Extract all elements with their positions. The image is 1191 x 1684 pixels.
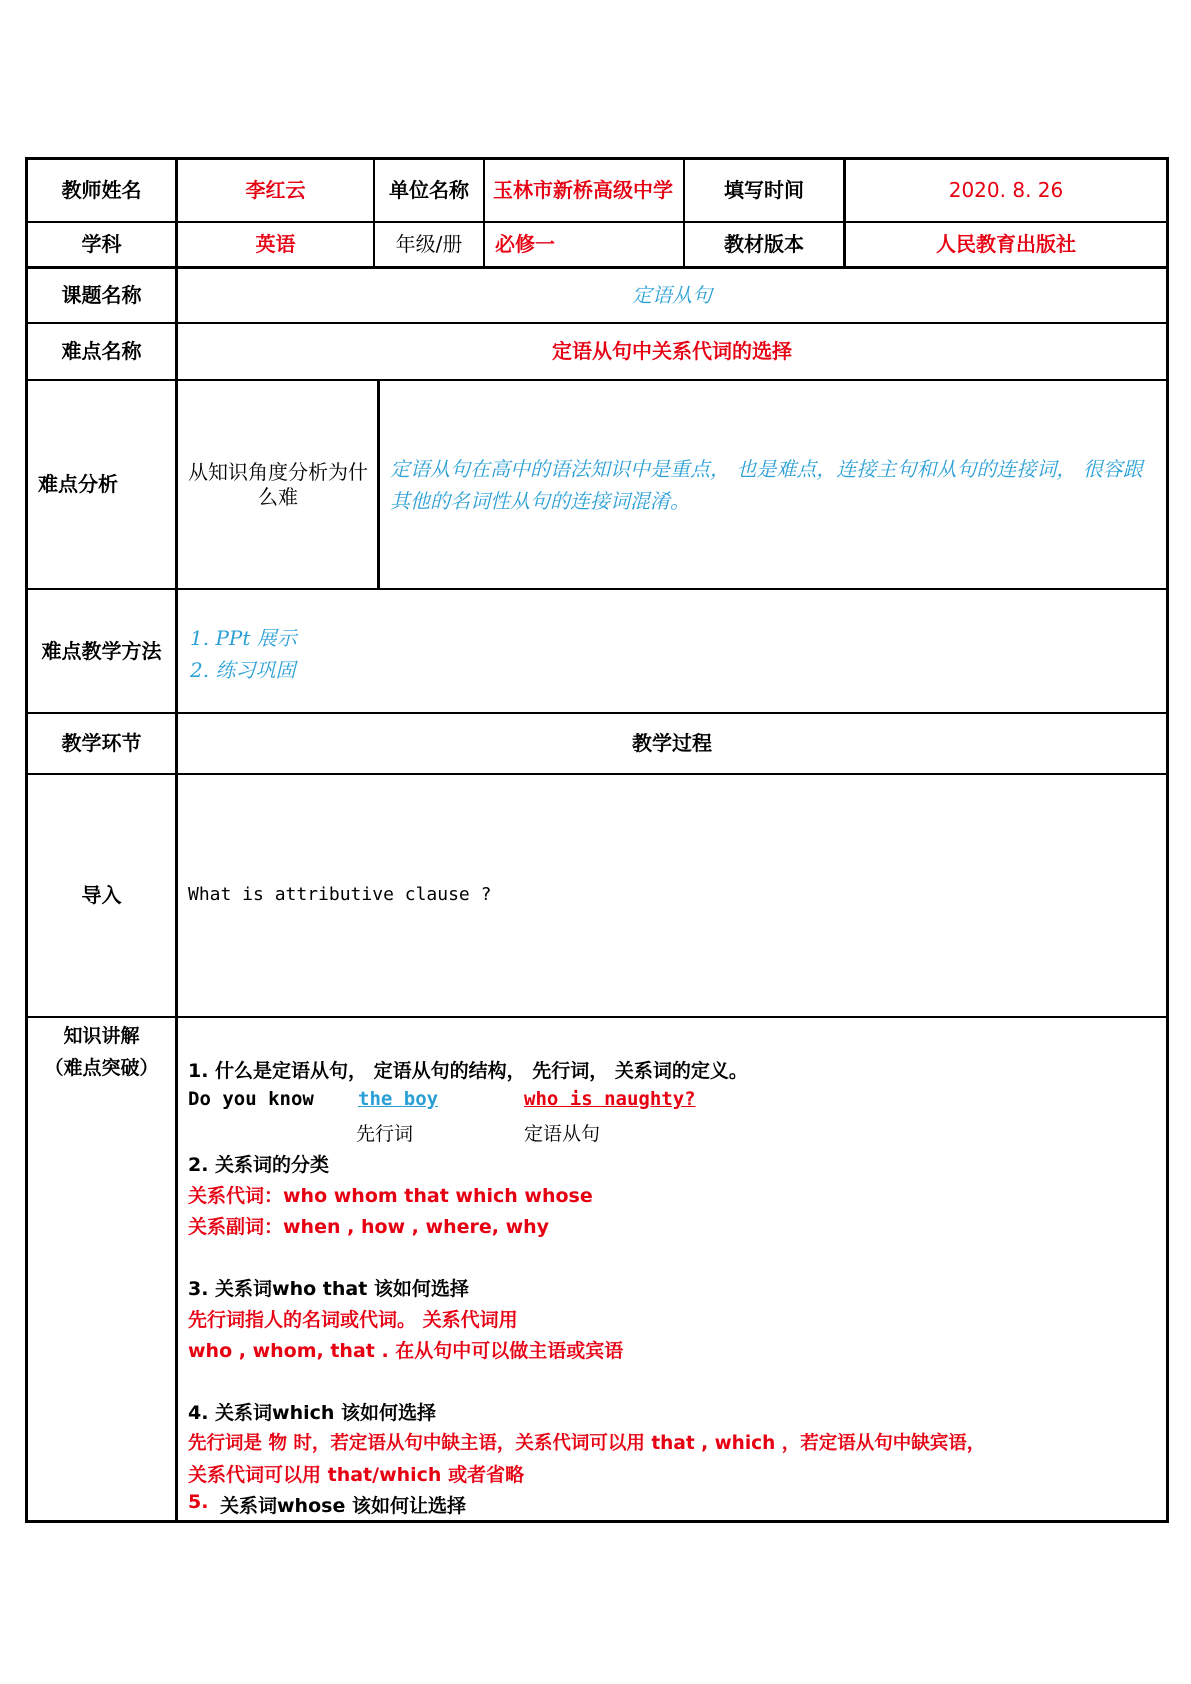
difficulty-value: 定语从句中关系代词的选择 [552,339,792,363]
topic-label: 课题名称 [61,283,142,307]
knowledge-p3-red1: 先行词指人的名词或代词。 关系代词用 [188,1309,518,1331]
analysis-sub-label: 从知识角度分析为什么难 [188,459,368,509]
knowledge-p4-red2: 关系代词可以用 that/which 或者省略 [188,1464,525,1486]
border-right [1166,157,1169,1523]
relative-pronouns: 关系代词：who whom that which whose [188,1185,593,1207]
method-label: 难点教学方法 [41,638,162,663]
method-list [190,622,297,686]
the-boy: the boy [358,1088,439,1110]
knowledge-label-line1: 知识讲解 [63,1025,140,1047]
difficulty-label: 难点名称 [61,339,142,363]
analysis-text: 定语从句在高中的语法知识中是重点， 也是难点，连接主句和从句的连接词， 很容跟其他的名词性从句的连接词混淆。 [390,456,1143,513]
edition-label: 教材版本 [724,232,804,256]
rule [377,380,380,590]
grade-value: 必修一 [495,232,555,256]
do-you-know: Do you know [188,1088,314,1110]
method-item: 2. 练习巩固 [190,658,296,682]
edition-value: 人民教育出版社 [936,232,1076,256]
unit-value: 玉林市新桥高级中学 [493,178,673,202]
rule [25,588,1169,590]
analysis-label: 难点分析 [38,472,118,496]
relative-adverbs: 关系副词：when , how , where, why [188,1216,550,1238]
process-label: 教学环节 [61,731,142,755]
knowledge-p3-red2: who , whom, that . 在从句中可以做主语或宾语 [188,1340,624,1362]
intro-label: 导入 [81,883,122,907]
knowledge-p5: 关系词whose 该如何让选择 [220,1495,466,1517]
knowledge-p3: 3. 关系词who that 该如何选择 [188,1278,469,1300]
teacher-value: 李红云 [245,178,306,202]
knowledge-p5-number: 5. [188,1491,209,1513]
teacher-label: 教师姓名 [61,178,142,202]
subject-value: 英语 [255,232,296,256]
intro-text: What is attributive clause ? [188,884,492,905]
subject-label: 学科 [81,232,122,256]
knowledge-p4: 4. 关系词which 该如何选择 [188,1402,437,1424]
method-item: 1. PPt 展示 [190,626,297,650]
rule [25,1016,1169,1018]
clause-label: 定语从句 [524,1123,601,1145]
knowledge-label-line2: （难点突破） [44,1057,159,1079]
knowledge-label [28,1020,175,1084]
date-label: 填写时间 [724,178,804,202]
rule [25,773,1169,775]
process-value: 教学过程 [632,731,712,755]
knowledge-p2: 2. 关系词的分类 [188,1154,330,1176]
grade-label: 年级/册 [395,232,463,256]
unit-label: 单位名称 [389,178,469,202]
date-value: 2020. 8. 26 [948,178,1064,202]
topic-value: 定语从句 [632,283,712,307]
antecedent-label: 先行词 [356,1123,414,1145]
border-bottom [25,1520,1169,1523]
knowledge-p4-red1: 先行词是 物 时，若定语从句中缺主语，关系代词可以用 that , which ，若定语从句中缺宾语， [188,1433,986,1454]
knowledge-p1: 1. 什么是定语从句， 定语从句的结构， 先行词， 关系词的定义。 [188,1060,748,1082]
who-is-naughty: who is naughty? [524,1088,696,1110]
